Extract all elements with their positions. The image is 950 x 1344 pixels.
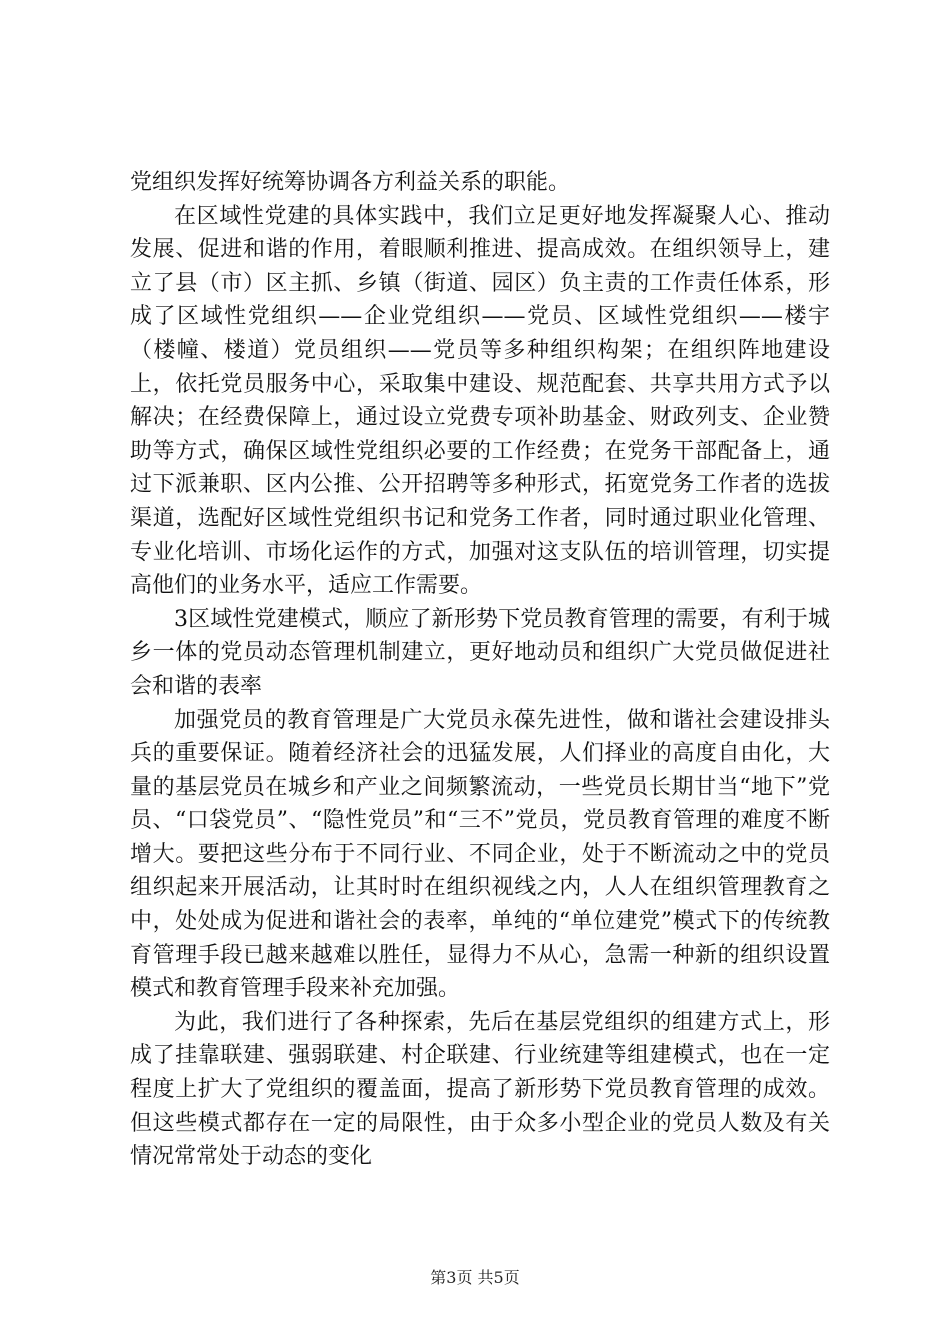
paragraph-heading-3: 3区域性党建模式，顺应了新形势下党员教育管理的需要，有利于城乡一体的党员动态管理机制建立，更好地动员和组织广大党员做促进社会和谐的表率 [130, 606, 830, 699]
document-body [130, 166, 830, 1174]
paragraph-practice: 在区域性党建的具体实践中，我们立足更好地发挥凝聚人心、推动发展、促进和谐的作用，着眼顺利推进、提高成效。在组织领导上，建立了县（市）区主抓、乡镇（街道、园区）负主责的工作责任体系，形成了区域性党组织——企业党组织——党员、区域性党组织——楼宇（楼幢、楼道）党员组织——党员等多种组织构架；在组织阵地建设上，依托党员服务中心，采取集中建设、规范配套、共享共用方式予以解决；在经费保障上，通过设立党费专项补助基金、财政列支、企业赞助等方式，确保区域性党组织必要的工作经费；在党务干部配备上，通过下派兼职、区内公推、公开招聘等多种形式，拓宽党务工作者的选拔渠道，选配好区域性党组织书记和党务工作者，同时通过职业化管理、专业化培训、市场化运作的方式，加强对这支队伍的培训管理，切实提高他们的业务水平，适应工作需要。 [130, 203, 830, 599]
paragraph-education-management: 加强党员的教育管理是广大党员永葆先进性，做和谐社会建设排头兵的重要保证。随着经济社会的迅猛发展，人们择业的高度自由化，大量的基层党员在城乡和产业之间频繁流动，一些党员长期甘当“地下”党员、“口袋党员”、“隐性党员”和“三不”党员，党员教育管理的难度不断增大。要把这些分布于不同行业、不同企业，处于不断流动之中的党员组织起来开展活动，让其时时在组织视线之内，人人在组织管理教育之中，处处成为促进和谐社会的表率，单纯的“单位建党”模式下的传统教育管理手段已越来越难以胜任，显得力不从心，急需一种新的组织设置模式和教育管理手段来补充加强。 [130, 707, 830, 1002]
page-footer: 第3页 共5页 [430, 1268, 520, 1287]
paragraph-continuation: 党组织发挥好统筹协调各方利益关系的职能。 [130, 170, 571, 195]
paragraph-exploration: 为此，我们进行了各种探索，先后在基层党组织的组建方式上，形成了挂靠联建、强弱联建、村企联建、行业统建等组建模式，也在一定程度上扩大了党组织的覆盖面，提高了新形势下党员教育管理的成效。但这些模式都存在一定的局限性，由于众多小型企业的党员人数及有关情况常常处于动态的变化 [130, 1009, 830, 1170]
